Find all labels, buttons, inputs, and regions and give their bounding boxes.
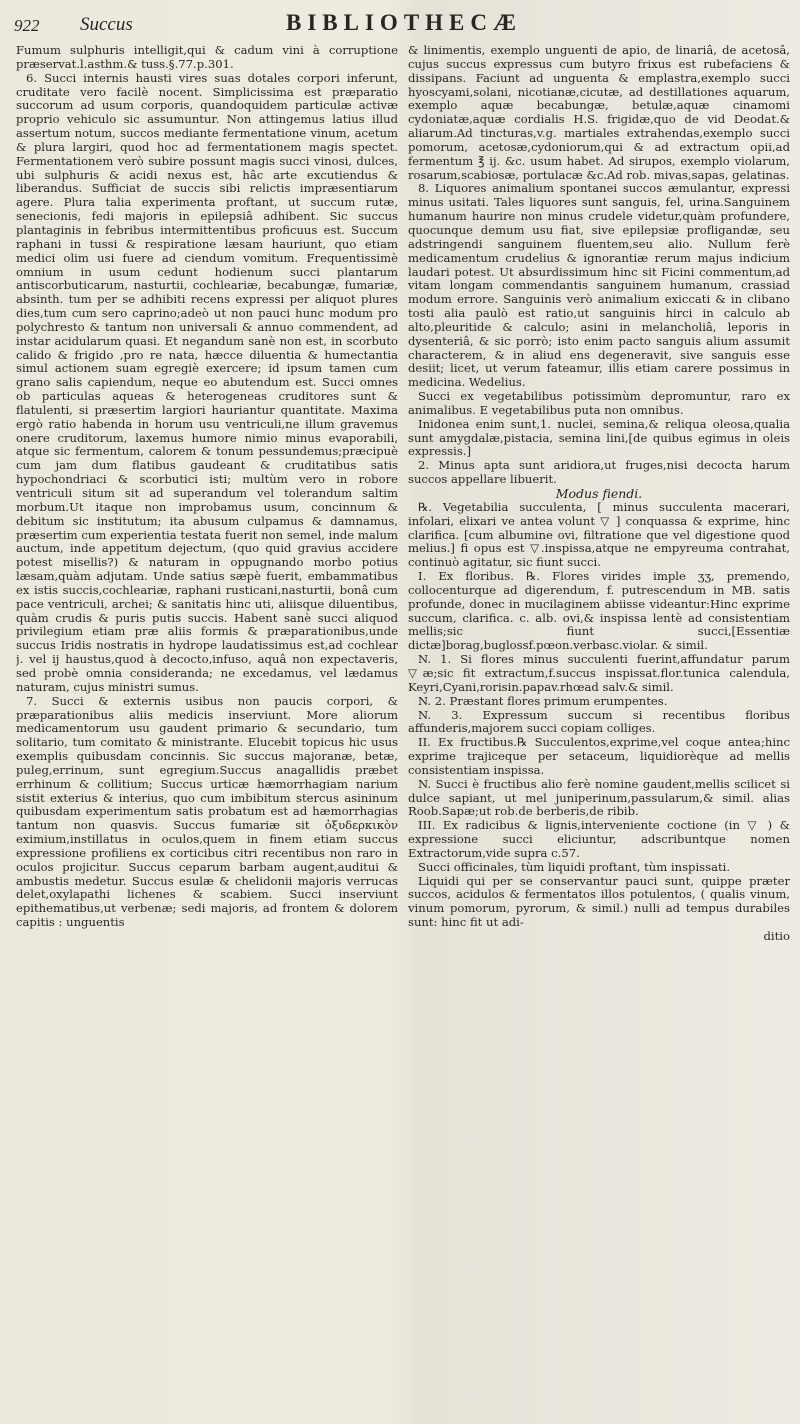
paragraph: Liquidi qui per se conservantur pauci sunt, quippe præter succos, acidulos & fermentatos illos potulentos, ( qualis vinum, vinum pomorum, pyrorum, & simil.) nulli ad tempus durabiles sunt: hinc fit ut adi-: [408, 873, 790, 930]
paragraph: 2. Minus apta sunt aridiora,ut fruges,nisi decocta harum succos appellare libuerit.: [408, 458, 790, 487]
paragraph: N. Succi è fructibus alio ferè nomine gaudent,mellis scilicet si dulce sapiant, ut mel juniperinum,passularum,& simil. alias Roob.Sapæ;ut rob.de berberis,de ribib.: [408, 776, 790, 819]
running-title: BIBLIOTHECÆ: [286, 10, 522, 35]
paragraph: & linimentis, exemplo unguenti de apio, de linariâ, de acetosâ, cujus succus expressus cum butyro frixus est rubefaciens & dissipans. Faciunt ad unguenta & emplastra,exemplo succi hyoscyami,solani, nicotianæ,cicutæ, ad destillationes aquarum, exemplo aquæ becabungæ, betulæ,aquæ cinamomi cydoniatæ,aquæ cordialis H.S. frigidæ,quo de vid Deodat.& aliarum.Ad tincturas,v.g. martiales extrahendas,exemplo succi pomorum, acetosæ,cydoniorum,qui & ad extractum opii,ad fermentum ℥ ij. &c. usum habet. Ad sirupos, exemplo violarum, rosarum,scabiosæ, portulacæ &c.Ad rob. mivas,sapas, gelatinas.: [408, 44, 790, 182]
paragraph: Fumum sulphuris intelligit,qui & cadum vini à corruptione præservat.l.asthm.& tuss.§.77.p.301.: [16, 44, 398, 71]
section-word: Succus: [80, 14, 133, 35]
paragraph: ℞. Vegetabilia succulenta, [ minus succulenta macerari, infolari, elixari ve antea volunt ▽ ] conquassa & exprime, hinc clarifica. [cum albumine ovi, filtratione que vel digestione quod melius.] fi opus est ▽.inspissa,atque ne empyreuma contrahat, continuò agitatur, sic fiunt succi.: [408, 499, 790, 570]
paragraph: I. Ex floribus. ℞. Flores virides imple ʒʒ, premendo, collocenturque ad digerendum, f. putrescendum in MB. satis profunde, donec in mucilaginem abiisse videantur:Hinc exprime succum, clarifica. c. alb. ovi,& inspissa lentè ad consistentiam mellis;sic fiunt succi,[Essentiæ dictæ]borag,buglossf.pœon.verbasc.violar. & simil.: [408, 569, 790, 653]
paragraph: N. 2. Præstant flores primum erumpentes.: [418, 693, 668, 708]
paragraph: Inidonea enim sunt,1. nuclei, semina,& reliqua oleosa,qualia sunt amygdalæ,pistacia, semina lini,[de quibus egimus in oleis expressis.]: [408, 416, 790, 459]
paragraph: Succi ex vegetabilibus potissimùm depromuntur, raro ex animalibus. E vegetabilibus puta non omnibus.: [408, 389, 790, 417]
paragraph: 6. Succi internis hausti vires suas dotales corpori inferunt, cruditate vero facilè nocent. Simplicissima est præparatio succorum ad usum corporis, quandoquidem particulæ activæ proprio vehiculo sic assumuntur. Non attingemus latius illud assertum notum, succos mediante fermentatione vinum, acetum & plura largiri, quod hoc ad fermentationem magis spectet. Fermentationem verò subire possunt magis succi vinosi, dulces, ubi sulphuris & acidi nexus est, hâc arte excutiendus & liberandus. Sufficiat de succis sibi relictis impræsentiarum agere. Plura talia experimenta proftant, ut succum rutæ, senecionis, fedi majoris in epilepsiâ adhibent. Sic succus plantaginis in febribus intermittentibus proficuus est. Succum raphani in tussi & respiratione læsam hauriunt, quo etiam medici olim usi fuere ad ciendum vomitum. Frequentissimè omnium in usum cedunt hodienum succi plantarum antiscorbuticarum, nasturtii, cochleariæ, becabungæ, fumariæ, absinth. tum per se adhibiti recens expressi per aliquot plures dies,tum cum sero caprino;adeò ut non pauci hunc modum pro polychresto & tantum non universali & annuo commendent, ad instar acidularum quasi. Et negandum sanè non est, in scorbuto calido & frigido ,pro re nata, hæcce diluentia & humectantia simul actionem suam egregiè exercere; id ipsum tamen cum grano salis capiendum, neque eo abutendum est. Succi omnes ob particulas aqueas & heterogeneas cruditores sunt & flatulenti, si præsertim largiori hauriantur quantitate. Maxima ergò ratio habenda in horum usu ventriculi,ne illum gravemus onere cruditorum, laxemus humore nimio minus evaporabili, atque sic fermentum, calorem & tonum pessundemus;præcipuè cum jam dum flatibus gaudeant & cruditatibus satis hypochondriaci & scorbutici isti; multùm vero in robore ventriculi situm sit ad superandum vel tolerandum saltim morbum.Ut itaque non improbamus usum, concinnum & debitum sic institutum; ita abusum culpamus & damnamus, præsertim cum experientia testata fuerit non semel, inde malum auctum, inde appetitum dejectum, (quo quid gravius accidere potest misellis?) & naturam in oppugnando morbo potius læsam,quàm adjutam. Unde satius sæpè fuerit, embammatibus ex istis succis,cochleariæ, raphani rusticani,nasturtii, bonâ cum pace ventriculi, archei; & sanitatis hinc uti, aliisque diluentibus, quàm crudis & puris putis succis. Habent sanè succi aliquod privilegium etiam præ aliis formis & præparationibus,unde succus Iridis nostratis in hydrope laudatissimus est,ad cochlear j. vel ij haustus,quod à decocto,infuso, aquâ non expectaveris, sed probè omnia consideranda; ne excedamus, vel lædamus naturam, cujus ministri sumus.: [16, 70, 398, 694]
catchword: ditio: [763, 929, 790, 943]
paragraph: N. 3. Expressum succum si recentibus floribus affunderis,majorem succi copiam colliges.: [408, 707, 790, 736]
paragraph: 8. Liquores animalium spontanei succos æmulantur, expressi minus usitati. Tales liquores sunt sanguis, fel, urina.Sanguinem humanum haurire non minus crudele videtur,quàm profundere, quocunque demum usu fiat, sive epilepsiæ profligandæ, seu adstringendi sanguinem fluentem,seu alio. Nullum ferè medicamentum crudelius & ignorantiæ rerum majus indicium laudari potest. Ut absurdissimum hinc sit Ficini commentum,ad vitam longam commendantis sanguinem humanum, crassiad modum errore. Sanguinis verò animalium exiccati & in clibano tosti alia paulò est ratio,ut sanguinis hirci in calculo ab alto,pleuritide & calculo; asini in melancholiâ, leporis in dysenteriâ, & sic porrò; isto enim pacto sanguis alium assumit characterem, & in aliud ens degeneravit, sive sanguis esse desiit; licet, ut verum fateamur, illis etiam carere possimus in medicina. Wedelius.: [408, 181, 790, 390]
paragraph: II. Ex fructibus.℞ Succulentos,exprime,vel coque antea;hinc exprime trajiceque per setaceum, liquidiorèque ad mellis consistentiam inspissa.: [408, 735, 790, 777]
left-column: [16, 44, 398, 1416]
right-column: [408, 44, 790, 1416]
section-heading: Modus fiendi.: [555, 486, 643, 501]
paragraph: 7. Succi & externis usibus non paucis corpori, & præparationibus aliis medicis inserviunt. More aliorum medicamentorum usu gaudent primario & secundario, tum solitario, tum comitato & ministrante. Elucebit topicus hic usus exemplis quibusdam concinnis. Sic succus majoranæ, betæ, puleg,errinum, sunt egregium.Succus anagallidis præbet errhinum & collitium; Succus urticæ hæmorrhagiam narium sistit exterius & interius, quo cum imbibitum stercus asininum quibusdam experimentum satis probatum est ad hæmorrhagias tantum non quasvis. Succus fumariæ sit ὀξυδερκικὸν eximium,instillatus in oculos,quem in finem etiam succus expressione profiliens ex corticibus citri recentibus non raro in oculos projicitur. Succus ceparum barbam augent,auditui & ambustis medetur. Succus esulæ & chelidonii majoris verrucas delet,oxylapathi lichenes & scabiem. Succi inserviunt epithematibus,ut verbenæ; sedi majoris, ad frontem & dolorem capitis : unguentis: [16, 693, 398, 930]
paragraph: N. 1. Si flores minus succulenti fuerint,affundatur parum ▽æ;sic fit extractum,f.succus inspissat.flor.tunica calendula, Keyri,Cyani,rorisin.papav.rhœad salv.& simil.: [408, 652, 790, 694]
text-columns: [16, 44, 790, 1416]
running-head: [10, 6, 794, 40]
page-number: 922: [14, 16, 40, 35]
paragraph: III. Ex radicibus & lignis,interveniente coctione (in ▽ ) & expressione succi eliciuntur, adscribuntque nomen Extractorum,vide supra c.57.: [408, 818, 790, 860]
paragraph: Succi officinales, tùm liquidi proftant, tùm inspissati.: [418, 859, 731, 874]
